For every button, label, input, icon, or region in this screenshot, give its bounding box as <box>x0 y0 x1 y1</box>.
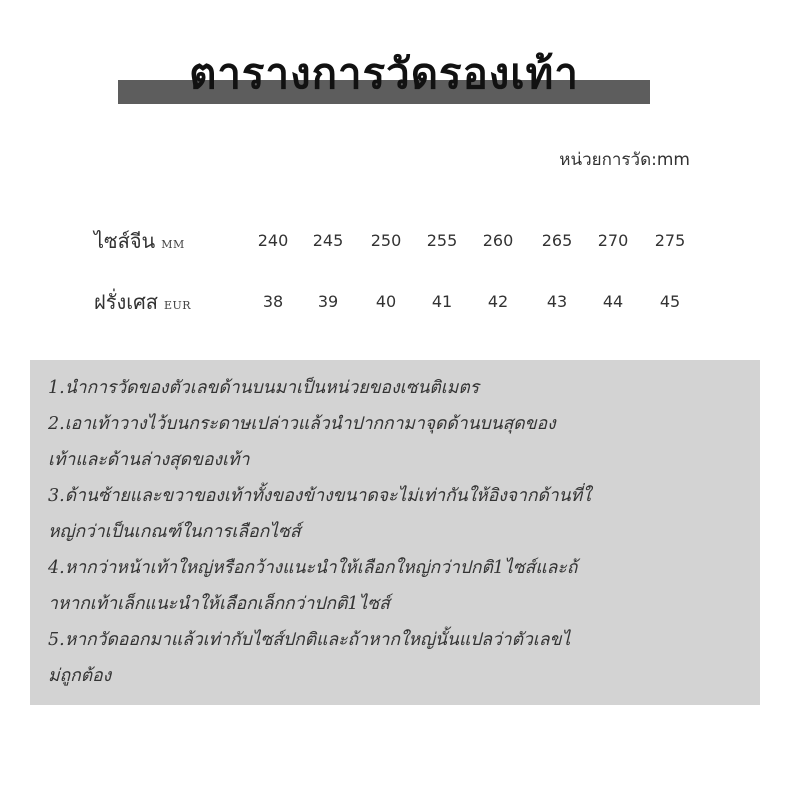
measurement-unit-label: หน่วยการวัด:mm <box>559 150 690 170</box>
row-label-unit: EUR <box>163 299 192 312</box>
row-label <box>94 226 185 256</box>
size-cell: 260 <box>482 231 514 250</box>
size-row-eur <box>0 287 790 317</box>
size-cell: 40 <box>375 292 397 311</box>
instruction-line: 2.เอาเท้าวางไว้บนกระดาษเปล่าวแล้วนำปากกามาจุดด้านบนสุดของ <box>48 414 556 434</box>
instruction-line: 3.ด้านซ้ายและขวาของเท้าทั้งของข้างขนาดจะไม่เท่ากันให้อิงจากด้านที่ใ <box>48 486 591 506</box>
size-cell: 38 <box>262 292 284 311</box>
size-cell: 44 <box>602 292 624 311</box>
size-cell: 275 <box>654 231 686 250</box>
size-cell: 265 <box>541 231 573 250</box>
size-row-china <box>0 226 790 256</box>
row-label-unit: MM <box>161 238 185 251</box>
size-cell: 255 <box>426 231 458 250</box>
row-label-main: ฝรั่งเศส <box>94 290 158 314</box>
size-cell: 39 <box>317 292 339 311</box>
size-cell: 41 <box>431 292 453 311</box>
size-cell: 245 <box>312 231 344 250</box>
measurement-instructions-box <box>30 360 760 705</box>
instruction-line: าหากเท้าเล็กแนะนำให้เลือกเล็กกว่าปกติ1ไซส์ <box>48 594 390 614</box>
instruction-line: เท้าและด้านล่างสุดของเท้า <box>48 450 250 470</box>
instruction-line: 4.หากว่าหน้าเท้าใหญ่หรือกว้างแนะนำให้เลือกใหญ่กว่าปกติ1ไซส์และถ้ <box>48 558 578 578</box>
row-label <box>94 287 191 317</box>
instruction-line: 1.นำการวัดของตัวเลขด้านบนมาเป็นหน่วยของเซนติเมตร <box>48 378 480 398</box>
size-cell: 250 <box>370 231 402 250</box>
title-block <box>118 46 650 102</box>
instruction-line: 5.หากวัดออกมาแล้วเท่ากับไซส์ปกติและถ้าหากใหญ่นั้นแปลว่าตัวเลขไ <box>48 630 571 650</box>
size-cell: 270 <box>597 231 629 250</box>
size-cell: 240 <box>257 231 289 250</box>
page-title: ตารางการวัดรองเท้า <box>189 49 579 98</box>
size-cell: 43 <box>546 292 568 311</box>
instruction-line: หญ่กว่าเป็นเกณฑ์ในการเลือกไซส์ <box>48 522 301 542</box>
instruction-line: ม่ถูกต้อง <box>48 666 112 686</box>
row-label-main: ไซส์จีน <box>94 229 156 253</box>
size-cell: 45 <box>659 292 681 311</box>
size-cell: 42 <box>487 292 509 311</box>
